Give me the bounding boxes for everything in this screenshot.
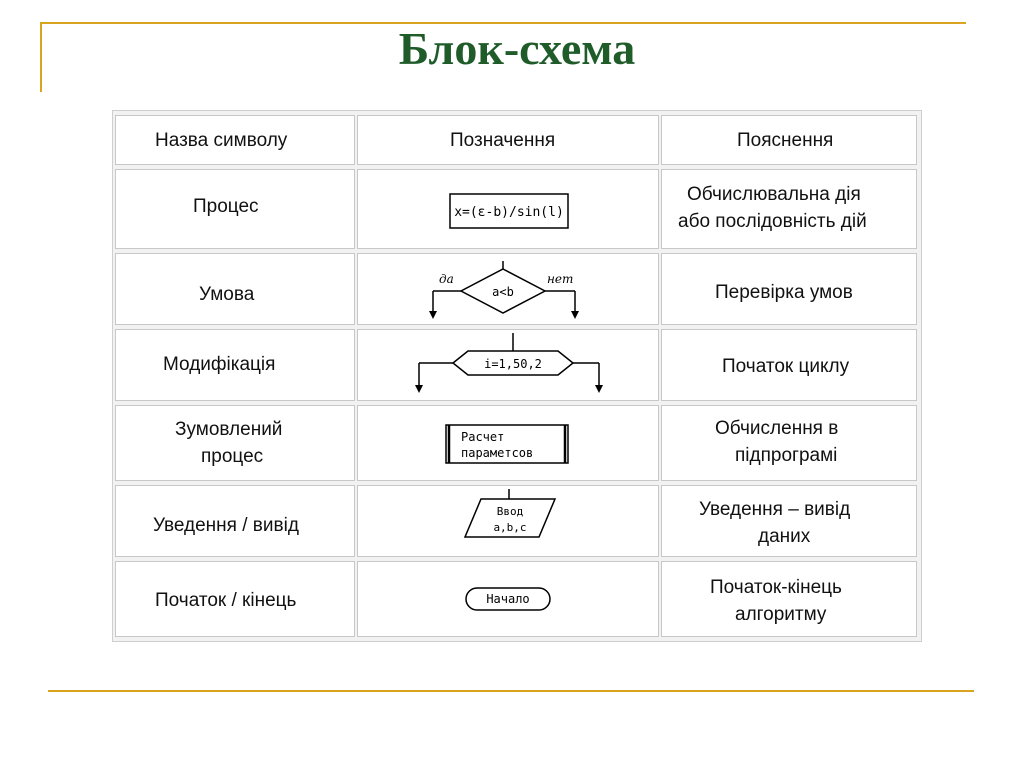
row-io-explanation-line1: Уведення – вивід bbox=[699, 499, 851, 520]
terminal-symbol bbox=[465, 587, 551, 611]
io-parallelogram-symbol bbox=[463, 489, 557, 541]
row-io-name: Уведення / вивід bbox=[153, 515, 299, 536]
slide-title: Блок-схема bbox=[398, 23, 636, 74]
row-process-explanation-line1: Обчислювальна дія bbox=[687, 184, 861, 205]
io-symbol-text-line1: Ввод bbox=[496, 505, 524, 518]
predefined-symbol-text-line2: параметсов bbox=[461, 446, 534, 460]
row-condition-explanation: Перевірка умов bbox=[715, 282, 853, 303]
process-symbol-text: x=(ε-b)/sin(l) bbox=[454, 205, 564, 220]
condition-no-label: нет bbox=[547, 272, 574, 286]
io-symbol-text-line2: a,b,c bbox=[493, 521, 527, 534]
row-process-explanation-line2: або послідовність дій bbox=[678, 211, 867, 232]
condition-yes-label: да bbox=[439, 272, 454, 286]
header-name: Назва символу bbox=[155, 130, 288, 151]
row-process-name: Процес bbox=[193, 196, 259, 217]
row-terminal-explanation-line1: Початок-кінець bbox=[710, 577, 842, 598]
predefined-process-symbol bbox=[445, 424, 569, 464]
process-rectangle-symbol bbox=[449, 193, 569, 229]
row-terminal-name: Початок / кінець bbox=[155, 590, 297, 611]
row-io-explanation-line2: даних bbox=[758, 526, 811, 547]
condition-diamond-symbol bbox=[425, 261, 585, 321]
row-condition-name: Умова bbox=[199, 284, 255, 305]
predefined-symbol-text-line1: Расчет bbox=[461, 430, 505, 444]
row-predefined-name-line2: процес bbox=[201, 446, 264, 467]
modification-hexagon-symbol bbox=[413, 333, 613, 395]
row-predefined-name-line1: Зумовлений bbox=[175, 419, 283, 440]
row-modification-explanation: Початок циклу bbox=[722, 356, 850, 377]
row-terminal-explanation-line2: алгоритму bbox=[735, 604, 827, 625]
modification-symbol-text: i=1,50,2 bbox=[484, 357, 542, 371]
row-predefined-explanation-line1: Обчислення в bbox=[715, 418, 839, 439]
row-predefined-explanation-line2: підпрограмі bbox=[735, 445, 838, 466]
condition-symbol-text: a<b bbox=[492, 285, 514, 299]
flowchart-symbols-table bbox=[112, 110, 922, 642]
bottom-accent-line bbox=[48, 690, 974, 692]
header-symbol: Позначення bbox=[450, 130, 556, 151]
terminal-symbol-text: Начало bbox=[486, 592, 530, 606]
header-explanation: Пояснення bbox=[737, 130, 834, 151]
row-modification-name: Модифікація bbox=[163, 354, 276, 375]
